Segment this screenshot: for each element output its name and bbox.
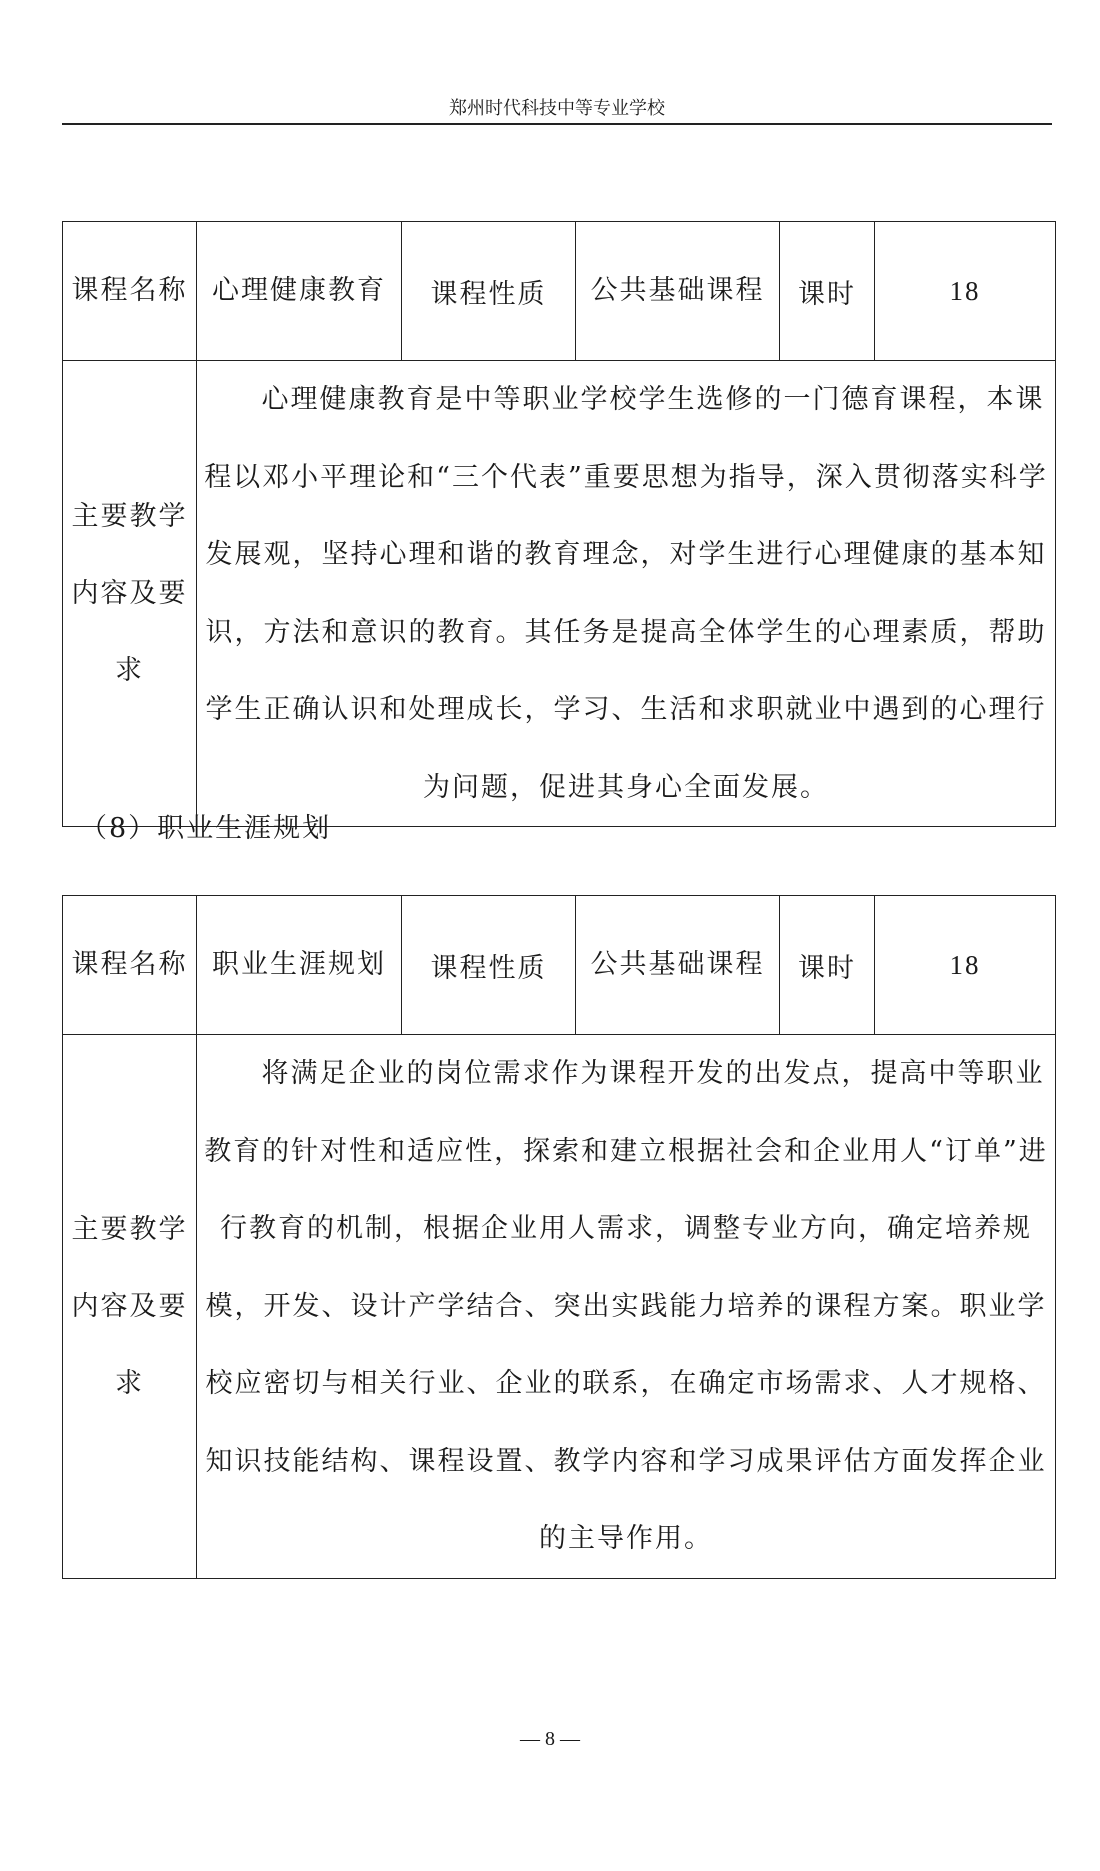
course-nature-label: 课程性质 <box>402 222 576 361</box>
course-nature: 公共基础课程 <box>576 222 780 361</box>
course-name-label: 课程名称 <box>63 222 197 361</box>
content-label: 主要教学内容及要求 <box>63 361 197 827</box>
course-hours-label: 课时 <box>780 896 875 1035</box>
content-text: 将满足企业的岗位需求作为课程开发的出发点，提高中等职业教育的针对性和适应性，探索和建立根据社会和企业用人“订单”进行教育的机制，根据企业用人需求，调整专业方向，确定培养规模，开发、设计产学结合、突出实践能力培养的课程方案。职业学校应密切与相关行业、企业的联系，在确定市场需求、人才规格、知识技能结构、课程设置、教学内容和学习成果评估方面发挥企业的主导作用。 <box>197 1035 1056 1579</box>
course-table-mental-health <box>62 221 1056 827</box>
page-number: — 8 — <box>520 1728 580 1750</box>
course-hours: 18 <box>875 222 1056 361</box>
header-rule <box>62 123 1052 125</box>
page-header: 郑州时代科技中等专业学校 <box>449 98 665 119</box>
course-name-label: 课程名称 <box>63 896 197 1035</box>
section-heading: （8）职业生涯规划 <box>80 813 332 844</box>
course-name: 心理健康教育 <box>197 222 402 361</box>
course-table-career-planning <box>62 895 1056 1579</box>
content-label: 主要教学内容及要求 <box>63 1035 197 1579</box>
content-text: 心理健康教育是中等职业学校学生选修的一门德育课程，本课程以邓小平理论和“三个代表”重要思想为指导，深入贯彻落实科学发展观，坚持心理和谐的教育理念，对学生进行心理健康的基本知识，方法和意识的教育。其任务是提高全体学生的心理素质，帮助学生正确认识和处理成长，学习、生活和求职就业中遇到的心理行为问题，促进其身心全面发展。 <box>197 361 1056 827</box>
course-hours-label: 课时 <box>780 222 875 361</box>
course-hours: 18 <box>875 896 1056 1035</box>
course-nature: 公共基础课程 <box>576 896 780 1035</box>
course-nature-label: 课程性质 <box>402 896 576 1035</box>
course-name: 职业生涯规划 <box>197 896 402 1035</box>
